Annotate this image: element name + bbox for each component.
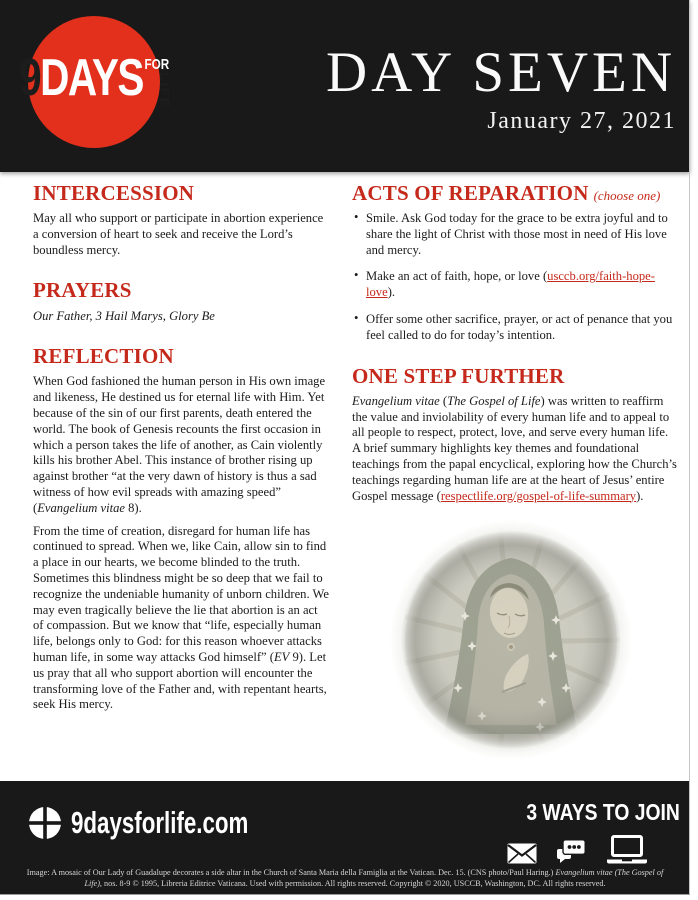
join-title: 3 WAYS TO JOIN	[526, 799, 680, 825]
intercession-heading: INTERCESSION	[33, 181, 195, 205]
usccb-faith-hope-love-link[interactable]: usccb.org/faith-hope-love	[366, 269, 655, 300]
one-step-body: ) was written to reaffirm the value and inviolability of every human life and to appeal to all people to respect, protect, love, and serve every human life. A brief summary highlights key themes and foundational teachings from the papal encyclical, exploring how the Church’s teachings regarding human life are at the heart of Jesus’ entire Gospel message (	[352, 393, 677, 503]
logo-for-life	[144, 55, 171, 109]
acts-of-reparation-heading	[352, 182, 677, 205]
left-column	[33, 180, 330, 713]
chat-icon	[556, 839, 586, 864]
one-step-further-text	[352, 394, 677, 505]
acts-heading-text: ACTS OF REPARATION	[352, 181, 589, 205]
header-banner	[0, 0, 690, 172]
acts-item-smile-text: Smile. Ask God today for the grace to be extra joyful and to share the light of Christ with those most in need of His love and mercy.	[366, 211, 668, 257]
acts-item-3-text: Offer some other sacrifice, prayer, or act of penance that you feel called to do for today’s intention.	[366, 312, 673, 342]
one-step-citation-1: Evangelium vitae	[352, 393, 440, 408]
logo-life: LIFE	[157, 71, 171, 109]
acts-item-faith-hope-love	[352, 269, 677, 301]
credit-post: , nos. 8-9 © 1995, Libreria Editrice Vaticana. Used with permission. All rights reserved. Copyright © 2020, USCCB, Washington, DC. All rights reserved.	[99, 879, 606, 888]
one-step-citation-2: The Gospel of Life	[447, 393, 541, 408]
choose-one-note: (choose one)	[593, 188, 661, 203]
reflection-p2-text: From the time of creation, disregard for human life has continued to spread. When we, like Cain, allow sin to find a place in our hearts, we become blinded to the truth. Sometimes this blindness might be so deep that we fail to recognize the undeniable humanity of unborn children. We may even tragically believe the lie that abortion is an act of compassion. But we know that “life, especially human life, belongs only to God: for this reason whoever attacks human life, in some way attacks God himself” (	[33, 523, 330, 665]
join-icons	[502, 835, 654, 864]
page-edge-shadow	[689, 0, 690, 894]
reflection-p1-text: When God fashioned the human person in His own image and likeness, He destined us for eternal life with Him. Yet because of the sin of our first parents, death entered the world. The book of Genesis recounts the first occasion in which a person takes the life of another, as Cain violently kills his brother Abel. This instance of brother rising up against brother “at the very dawn of history is thus a sad witness of how evil spreads with amazing speed” (	[33, 374, 326, 515]
reflection-heading: REFLECTION	[33, 344, 174, 369]
intercession-text: May all who support or participate in abortion experience a conversion of heart to seek and receive the Lord’s boundless mercy.	[33, 211, 324, 257]
acts-item-sacrifice	[352, 312, 677, 344]
reflection-p1-citation: Evangelium vitae	[37, 500, 125, 515]
prayers-text: Our Father, 3 Hail Marys, Glory Be	[33, 308, 215, 323]
title-block	[325, 41, 676, 135]
one-step-mid: (	[439, 393, 448, 408]
footer-banner	[0, 781, 690, 894]
one-step-further-heading: ONE STEP FURTHER	[352, 363, 565, 388]
mail-icon	[507, 843, 537, 864]
reflection-paragraph-2	[33, 524, 330, 714]
9daysforlife-logo	[19, 16, 171, 148]
reflection-p2-tail: 9). Let us pray that all who support abortion will encounter the transforming love of the Father and, with repentant hearts, seek His mercy.	[33, 650, 327, 712]
reflection-paragraph-1	[33, 374, 330, 516]
logo-days: DAYS	[40, 48, 143, 107]
one-step-tail: ).	[636, 488, 644, 503]
acts-list	[352, 211, 677, 344]
reflection-p2-citation: EV	[273, 650, 290, 665]
reflection-p1-tail: 8).	[124, 500, 142, 515]
our-lady-of-guadalupe-image	[390, 520, 632, 760]
join-block	[502, 799, 680, 864]
page-title: DAY SEVEN	[325, 41, 676, 104]
prayers-heading: PRAYERS	[33, 278, 132, 303]
acts-item-2-tail: ).	[387, 285, 396, 300]
guadalupe-mosaic-graphic	[390, 520, 632, 760]
site-url[interactable]: 9daysforlife.com	[71, 805, 249, 840]
respectlife-summary-link[interactable]: respectlife.org/gospel-of-life-summary	[440, 488, 637, 503]
site-logo	[28, 805, 317, 841]
acts-item-2-text: Make an act of faith, hope, or love (	[366, 269, 548, 284]
cross-circle-icon	[28, 806, 62, 840]
acts-item-smile	[352, 211, 677, 258]
credit-pre: Image: A mosaic of Our Lady of Guadalupe decorates a side altar in the Church of Santa Maria della Famiglia at the Vatican. Dec. 15. (CNS photo/Paul Haring.)	[26, 868, 556, 877]
image-credit	[0, 867, 690, 889]
logo-text	[19, 48, 171, 109]
logo-for: FOR	[144, 55, 170, 73]
right-column	[352, 180, 677, 504]
credit-citation: Evangelium vitae (The Gospel of Life)	[84, 868, 664, 888]
logo-nine: 9	[19, 48, 41, 107]
laptop-icon	[605, 835, 649, 864]
page-date: January 27, 2021	[487, 108, 676, 134]
